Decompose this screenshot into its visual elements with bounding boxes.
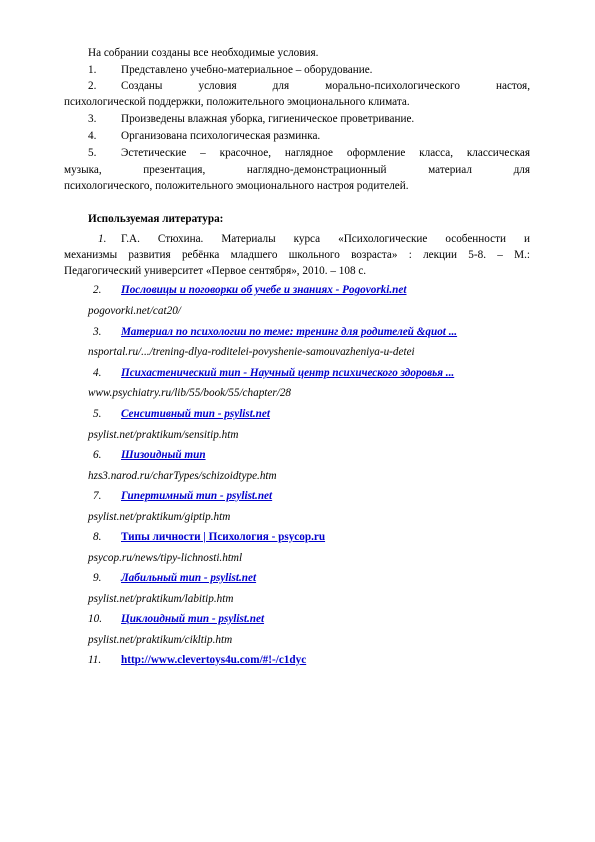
literature-number: 7. [93,490,102,502]
condition-number: 4. [88,130,97,142]
literature-link[interactable]: Лабильный тип - psylist.net [121,572,257,584]
conditions-intro: На собрании созданы все необходимые условия. [88,47,319,59]
literature-number: 1. [98,233,107,245]
condition-text: психологической поддержки, положительного эмоционального климата. [64,96,410,108]
literature-number: 4. [93,367,102,379]
literature-text: Г.А. Стюхина. Материалы курса «Психологические особенности и [121,233,530,245]
literature-link[interactable]: Материал по психологии по теме: тренинг для родителей &quot ... [121,326,458,338]
literature-url: pogovorki.net/cat20/ [88,305,181,317]
condition-number: 1. [88,64,97,76]
literature-heading: Используемая литература: [88,213,224,225]
literature-link[interactable]: Шизоидный тип [121,449,206,461]
literature-link[interactable]: Гипертимный тип - psylist.net [121,490,273,502]
literature-number: 10. [88,613,102,625]
condition-number: 3. [88,113,97,125]
condition-text: Эстетические – красочное, наглядное оформление класса, классическая [121,147,530,159]
condition-text: Организована психологическая разминка. [121,130,321,142]
literature-link[interactable]: Циклоидный тип - psylist.net [121,613,265,625]
literature-number: 8. [93,531,102,543]
literature-text: механизмы развития ребёнка младшего школьного возраста» : лекции 5-8. – М.: [64,249,530,261]
condition-text: Произведены влажная уборка, гигиеническое проветривание. [121,113,415,125]
literature-url: nsportal.ru/.../trening-dlya-roditelei-povyshenie-samouvazheniya-u-detei [88,346,415,358]
literature-link[interactable]: http://www.clevertoys4u.com/#!-/c1dyc [121,654,307,666]
condition-text: психологического, положительного эмоционального настроя родителей. [64,180,409,192]
literature-number: 3. [93,326,102,338]
literature-number: 5. [93,408,102,420]
condition-number: 2. [88,80,97,92]
literature-url: psylist.net/praktikum/giptip.htm [88,511,231,523]
literature-number: 6. [93,449,102,461]
literature-link[interactable]: Пословицы и поговорки об учебе и знаниях - Pogovorki.net [121,284,407,296]
literature-url: psycop.ru/news/tipy-lichnosti.html [88,552,243,564]
literature-link[interactable]: Психастенический тип - Научный центр психического здоровья ... [121,367,455,379]
condition-text: Созданы условия для морально-психологического настоя, [121,80,530,92]
literature-url: www.psychiatry.ru/lib/55/book/55/chapter/28 [88,387,292,399]
literature-url: psylist.net/praktikum/cikltip.htm [88,634,233,646]
literature-number: 2. [93,284,102,296]
condition-text: Представлено учебно-материальное – оборудование. [121,64,373,76]
literature-url: hzs3.narod.ru/charTypes/schizoidtype.htm [88,470,277,482]
literature-text: Педагогический университет «Первое сентября», 2010. – 108 с. [64,265,367,277]
literature-number: 9. [93,572,102,584]
literature-link[interactable]: Типы личности | Психология - psycop.ru [121,531,326,543]
condition-text: музыка, презентация, наглядно-демонстрационный материал для [64,164,530,176]
literature-url: psylist.net/praktikum/labitip.htm [88,593,234,605]
literature-url: psylist.net/praktikum/sensitip.htm [88,429,239,441]
condition-number: 5. [88,147,97,159]
literature-link[interactable]: Сенситивный тип - psylist.net [121,408,270,420]
literature-number: 11. [88,654,102,666]
